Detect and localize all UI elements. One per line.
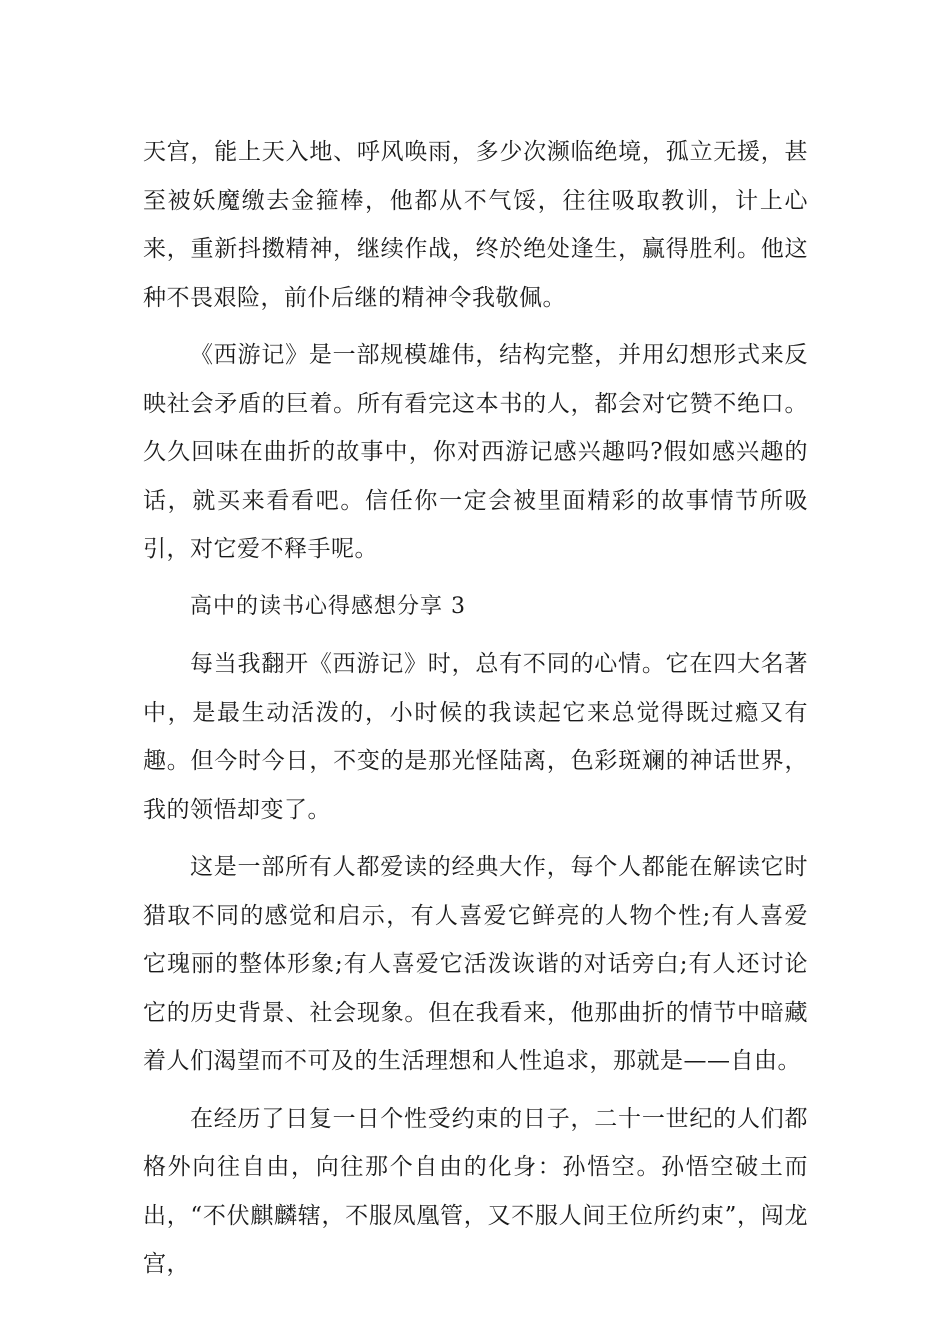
paragraph-freedom: 在经历了日复一日个性受约束的日子，二十一世纪的人们都格外向往自由，向往那个自由的化身：孙悟空。孙悟空破土而出，“不伏麒麟辖，不服凤凰管，又不服人间王位所约束”，闯龙宫， bbox=[143, 1105, 808, 1277]
paragraph-journey-west-summary: 《西游记》是一部规模雄伟，结构完整，并用幻想形式来反映社会矛盾的巨着。所有看完这本书的人，都会对它赞不绝口。久久回味在曲折的故事中，你对西游记感兴趣吗?假如感兴趣的话，就买来看看吧。信任你一定会被里面精彩的故事情节所吸引，对它爱不释手呢。 bbox=[143, 342, 808, 562]
paragraph-continuation: 天宫，能上天入地、呼风唤雨，多少次濒临绝境，孤立无援，甚至被妖魔缴去金箍棒，他都从不气馁，往往吸取教训，计上心来，重新抖擞精神，继续作战，终於绝处逢生，赢得胜利。他这种不畏艰险，前仆后继的精神令我敬佩。 bbox=[143, 139, 808, 311]
paragraph-opening: 每当我翻开《西游记》时，总有不同的心情。它在四大名著中，是最生动活泼的，小时候的我读起它来总觉得既过瘾又有趣。但今时今日，不变的是那光怪陆离，色彩斑斓的神话世界，我的领悟却变了。 bbox=[143, 651, 808, 823]
section-heading: 高中的读书心得感想分享 3 bbox=[190, 593, 466, 619]
paragraph-classic-work: 这是一部所有人都爱读的经典大作，每个人都能在解读它时猎取不同的感觉和启示，有人喜爱它鲜亮的人物个性;有人喜爱它瑰丽的整体形象;有人喜爱它活泼诙谐的对话旁白;有人还讨论它的历史背景、社会现象。但在我看来，他那曲折的情节中暗藏着人们渴望而不可及的生活理想和人性追求，那就是——自由。 bbox=[143, 854, 808, 1074]
document-body bbox=[143, 128, 808, 1298]
